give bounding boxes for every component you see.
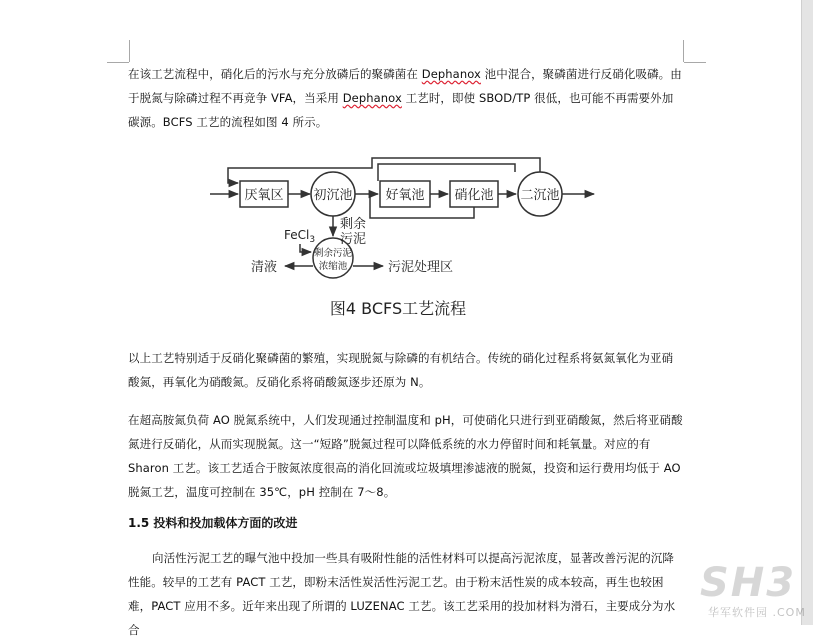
paragraph-sharon: 在超高胺氮负荷 AO 脱氮系统中，人们发现通过控制温度和 pH，可使硝化只进行到亚硝酸氮，然后将亚硝酸氮进行反硝化，从而实现脱氮。这一“短路”脱氮过程可以降低系统的水力停留时间和耗氧量。对应的有 Sharon 工艺。该工艺适合于胺氮浓度很高的消化回流或垃圾填埋渗滤液的脱氮，投资和运行费用均低于 AO 脱氮工艺，温度可控制在 35℃，pH 控制在 7～8。 <box>128 413 683 499</box>
p1-term-dephanox: Dephanox <box>421 67 481 81</box>
p1-term-dephanox-2: Dephanox <box>342 91 402 105</box>
watermark <box>690 560 810 620</box>
internal-recycle-line <box>378 164 515 181</box>
paragraph-denitrifying: 以上工艺特别适于反硝化聚磷菌的繁殖，实现脱氮与除磷的有机结合。传统的硝化过程系将氨氮氧化为亚硝酸氮，再氧化为硝酸氮。反硝化系将硝酸氮逐步还原为 N。 <box>128 351 674 389</box>
label-anaerobic: 厌氧区 <box>244 188 284 203</box>
fecl3-arrow <box>300 244 311 252</box>
paragraph-pact: 向活性污泥工艺的曝气池中投加一些具有吸附性能的活性材料可以提高污泥浓度，显著改善污泥的沉降性能。较早的工艺有 PACT 工艺，即粉末活性炭活性污泥工艺。由于粉末活性炭的成本较高，再生也较困难，PACT 应用不多。近年来出现了所谓的 LUZENAC 工艺。该工艺采用的投加材料为滑石，主要成分为水合 <box>128 551 676 637</box>
watermark-logo: SH3 <box>700 560 797 606</box>
p1-text-a: 在该工艺流程中，硝化后的污水与充分放磷后的聚磷菌在 <box>128 67 422 81</box>
p1-text-c: 工艺时，即使 SBOD/TP 很低，也可能不再需要外加碳源。BCFS 工艺的流程如图 4 所示。 <box>128 91 674 129</box>
label-fecl3: FeCl$_3$ <box>284 228 316 245</box>
label-secondary: 二沉池 <box>520 188 560 203</box>
label-clear-liquid: 清液 <box>251 260 278 275</box>
label-thickener-1: 剩余污泥 <box>313 248 353 259</box>
figure-caption: 图4 BCFS工艺流程 <box>329 299 467 318</box>
label-primary: 初沉池 <box>313 188 353 203</box>
section-heading: 1.5 投料和投加载体方面的改进 <box>128 516 298 530</box>
label-excess-sludge-2: 污泥 <box>340 232 367 247</box>
return-sludge-line <box>228 158 540 183</box>
label-aerobic: 好氧池 <box>385 188 425 203</box>
label-thickener-2: 浓缩池 <box>318 261 348 272</box>
label-nitrification: 硝化池 <box>454 188 494 203</box>
label-excess-sludge-1: 剩余 <box>340 217 367 232</box>
label-sludge-treatment: 污泥处理区 <box>388 260 454 275</box>
watermark-site: 华军软件园 .COM <box>708 606 806 619</box>
p1-text-b: 池中混合，聚磷菌进行反硝化吸磷。由于脱氮与除磷过程不再竞争 VFA，当采用 <box>128 67 682 105</box>
